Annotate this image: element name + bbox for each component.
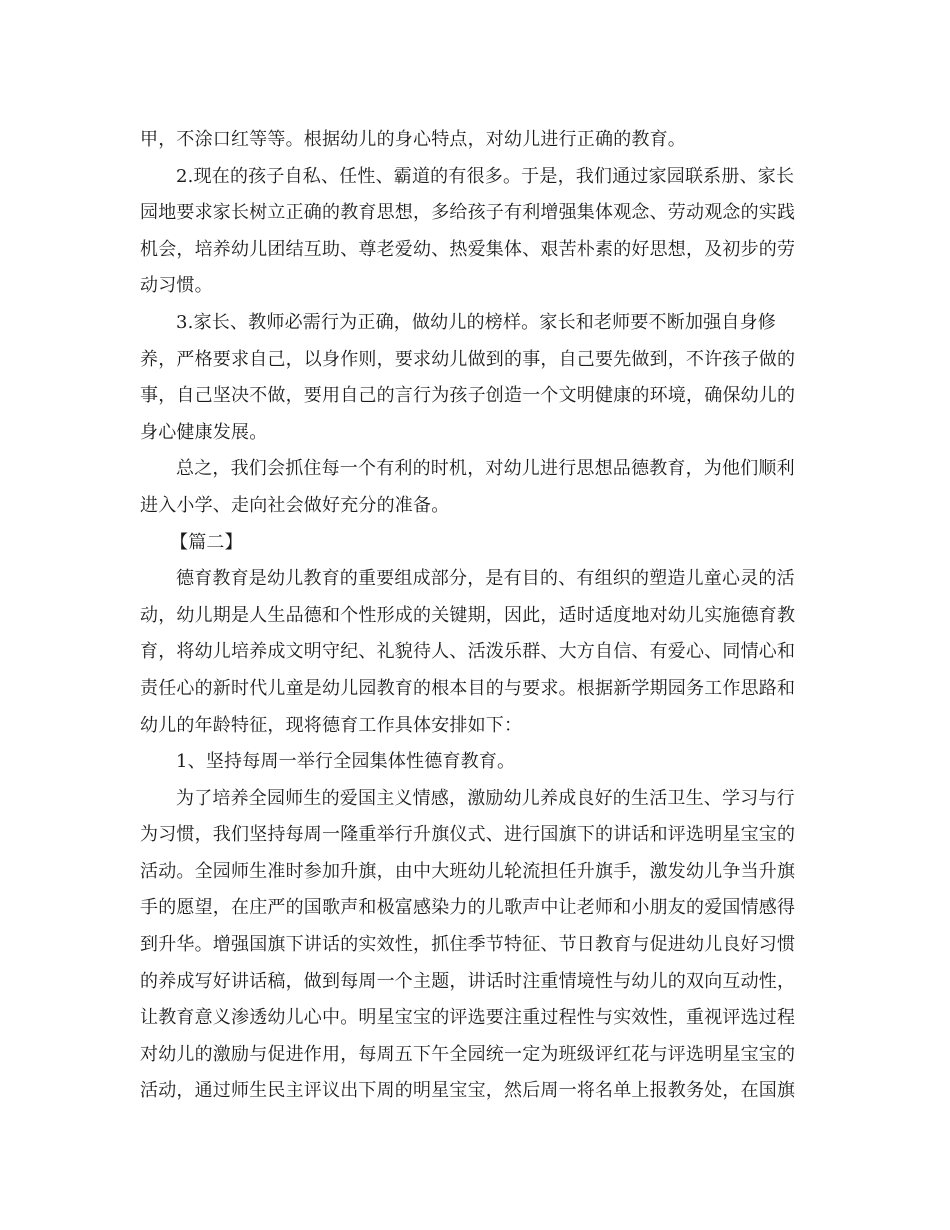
paragraph-line: 育，将幼儿培养成文明守纪、礼貌待人、活泼乐群、大方自信、有爱心、同情心和 [140, 641, 796, 663]
paragraph-line: 到升华。增强国旗下讲话的实效性，抓住季节特征、节日教育与促进幼儿良好习惯 [140, 934, 796, 956]
paragraph-line: 责任心的新时代儿童是幼儿园教育的根本目的与要求。根据新学期园务工作思路和 [140, 677, 796, 699]
paragraph-line: 甲，不涂口红等等。根据幼儿的身心特点，对幼儿进行正确的教育。 [140, 129, 686, 150]
paragraph-line: 养，严格要求自己，以身作则，要求幼儿做到的事，自己要先做到，不许孩子做的 [140, 348, 796, 370]
paragraph-line: 德育教育是幼儿教育的重要组成部分，是有目的、有组织的塑造儿童心灵的活 [176, 568, 795, 590]
paragraph-line: 为了培养全园师生的爱国主义情感，激励幼儿养成良好的生活卫生、学习与行 [176, 787, 795, 809]
document-body [140, 122, 812, 1110]
paragraph-line: 进入小学、走向社会做好充分的准备。 [140, 494, 450, 516]
paragraph-line: 对幼儿的激励与促进作用，每周五下午全园统一定为班级评红花与评选明星宝宝的 [140, 1043, 796, 1065]
paragraph-line: 活动。全园师生准时参加升旗，由中大班幼儿轮流担任升旗手，激发幼儿争当升旗 [140, 860, 796, 882]
paragraph-line: 让教育意义渗透幼儿心中。明星宝宝的评选要注重过程性与实效性，重视评选过程 [140, 1007, 796, 1029]
paragraph-line: 3.家长、教师必需行为正确，做幼儿的榜样。家长和老师要不断加强自身修 [176, 311, 776, 333]
paragraph-line: 的养成写好讲话稿，做到每周一个主题，讲话时注重情境性与幼儿的双向互动性， [140, 970, 796, 992]
paragraph-line: 总之，我们会抓住每一个有利的时机，对幼儿进行思想品德教育，为他们顺利 [176, 458, 795, 480]
paragraph-line: 身心健康发展。 [140, 421, 268, 443]
section-heading: 【篇二】 [170, 531, 243, 553]
paragraph-line: 幼儿的年龄特征，现将德育工作具体安排如下： [140, 714, 523, 736]
paragraph-line: 事，自己坚决不做，要用自己的言行为孩子创造一个文明健康的环境，确保幼儿的 [140, 385, 796, 407]
paragraph-line: 2.现在的孩子自私、任性、霸道的有很多。于是，我们通过家园联系册、家长 [176, 165, 795, 187]
paragraph-line: 手的愿望，在庄严的国歌声和极富感染力的儿歌声中让老师和小朋友的爱国情感得 [140, 897, 796, 919]
paragraph-line: 机会，培养幼儿团结互助、尊老爱幼、热爱集体、艰苦朴素的好思想，及初步的劳 [140, 238, 796, 260]
paragraph-line: 为习惯，我们坚持每周一隆重举行升旗仪式、进行国旗下的讲话和评选明星宝宝的 [140, 824, 796, 846]
paragraph-line: 1、坚持每周一举行全园集体性德育教育。 [176, 751, 516, 773]
paragraph-line: 动习惯。 [140, 275, 213, 297]
paragraph-line: 活动，通过师生民主评议出下周的明星宝宝，然后周一将名单上报教务处，在国旗 [140, 1080, 796, 1102]
paragraph-line: 动，幼儿期是人生品德和个性形成的关键期，因此，适时适度地对幼儿实施德育教 [140, 604, 796, 626]
paragraph-line: 园地要求家长树立正确的教育思想，多给孩子有利增强集体观念、劳动观念的实践 [140, 202, 796, 224]
